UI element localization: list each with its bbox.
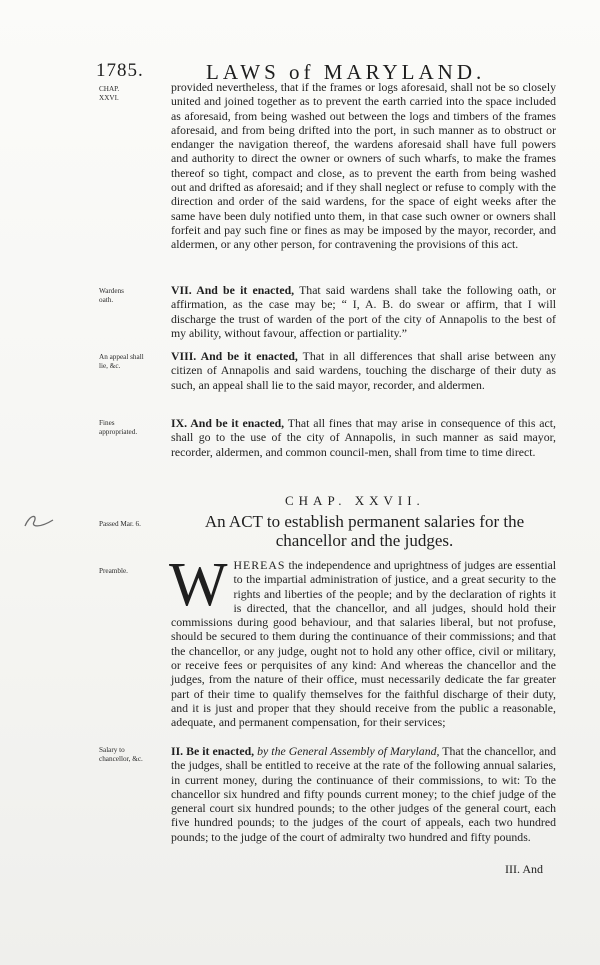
act-title: An ACT to establish permanent salaries for the chancellor and the judges. (204, 512, 525, 550)
margin-note-preamble: Preamble. (99, 567, 128, 575)
section-vii-lead: VII. And be it enacted, (171, 283, 295, 297)
chapter-heading: CHAP. XXVII. (285, 493, 425, 508)
handwritten-mark-icon (22, 512, 56, 530)
proviso-text: provided nevertheless, that if the frames or logs aforesaid, shall not be so closely united and joined together as to prevent the earth carried into the space included as aforesaid, from being washed out between the logs and timbers of the frames aforesaid, and from being drifted into the port, in such manner as to obstruct or endanger the navigation thereof, the wardens aforesaid shall have full powers and authority to direct the owner or owners of such wharfs, to make the frames thereof so tight, compact and close, as to prevent the earth from being washed out and drifted as aforesaid; and if they shall neglect or refuse to comply with the direction and order of the said wardens, for the space of eight weeks after the same have been duly notified unto them, in that case such owner or owners shall forfeit and pay such fine or fines as may be imposed by the mayor, recorder, and aldermen, or any other person, for contravening the provisions of this act. (171, 80, 556, 252)
preamble-body: the independence and uprightness of judges are essential to the impartial administration of justice, and a great security to the rights and liberties of the people; and by the declaration of rights it is directed, that the chancellor, and all judges, should hold their commissions during good behaviour, and that salaries liberal, but not profuse, should be secured to them during the continuance of their commissions; and that the chancellor, or any judge, ought not to hold any other office, civil or military, or receive fees or perquisites of any kind: And whereas the chancellor and the judges, from the nature of their office, must necessarily dedicate the far greater part of their time to qualify themselves for the faithful discharge of their duty, and it is just and proper that they should receive from the public a reasonable, adequate, and permanent compensation, for their services; (171, 558, 556, 730)
margin-note-appeal: An appeal shall lie, &c. (99, 353, 144, 370)
margin-note-passed: Passed Mar. 6. (99, 520, 141, 528)
section-ii-assembly: by the General Assembly of Maryland, (254, 744, 440, 758)
section-vii (171, 283, 556, 340)
page-year: 1785. (96, 60, 144, 81)
preamble (169, 551, 556, 730)
paragraph-proviso (171, 80, 556, 252)
section-ix-body: That all fines that may arise in consequence of this act, shall go to the use of the city of Annapolis, in such manner as said mayor, recorder, aldermen, and common council-men, shall from time to time direct. (171, 416, 556, 459)
margin-note-salary: Salary to chancellor, &c. (99, 746, 143, 763)
margin-note-fines: Fines appropriated. (99, 419, 138, 436)
section-vii-body: That said wardens shall take the following oath, or affirmation, as the case may be; “ I, A. B. do swear or affirm, that I will discharge the trust of warden of the port of the city of Annapolis to the best of my ability, without favour, affection or partiality.” (171, 283, 557, 340)
section-viii-lead: VIII. And be it enacted, (171, 349, 298, 363)
catchword: III. And (505, 862, 543, 876)
section-ix (171, 416, 556, 459)
section-ii-body: That the chancellor, and the judges, shall be entitled to receive at the rate of the following annual salaries, in current money, during the continuance of their commissions, to wit: To the chancellor six hundred and fifty pounds current money; to the chief judge of the general court six hundred pounds; to the other judges of the general court, each five hundred pounds; to the judges of the court of appeals, each two hundred pounds; to the judge of the court of admiralty two hundred and fifty pounds. (171, 744, 556, 844)
section-ii-lead: II. Be it enacted, (171, 744, 255, 758)
preamble-first-word: HEREAS (233, 558, 286, 572)
section-viii (171, 349, 556, 392)
section-viii-body: That in all differences that shall arise between any citizen of Annapolis and said wardens, touching the discharge of their duty as such, an appeal shall lie to the said mayor, recorder, and aldermen. (171, 349, 557, 392)
section-ix-lead: IX. And be it enacted, (171, 416, 285, 430)
drop-cap: W (169, 551, 228, 619)
margin-note-wardens-oath: Wardens oath. (99, 287, 124, 304)
page-title: LAWS of MARYLAND. (206, 60, 486, 84)
margin-note-chap-xxvi: CHAP. XXVI. (99, 85, 120, 102)
section-ii (171, 744, 556, 844)
